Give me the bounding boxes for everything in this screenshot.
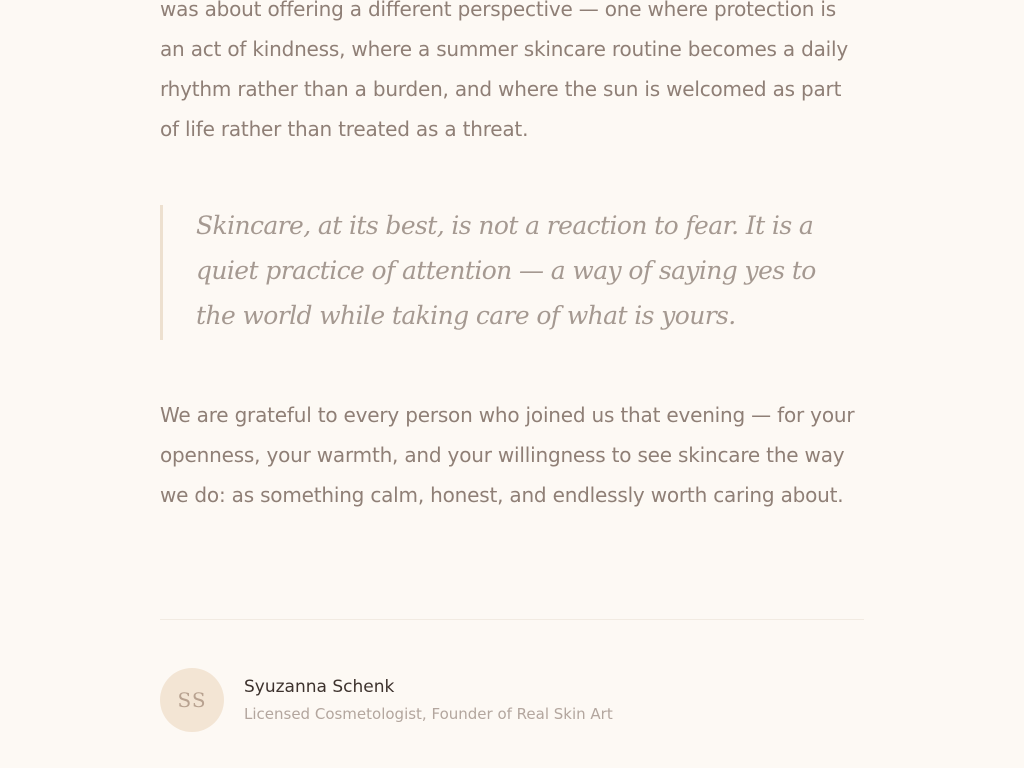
author-byline — [160, 668, 760, 732]
divider — [160, 619, 864, 620]
avatar: SS — [160, 668, 224, 732]
pull-quote — [160, 205, 820, 340]
pull-quote-text: Skincare, at its best, is not a reaction to fear. It is a quiet practice of attention — a way of saying yes to the world while taking care of what is yours. — [196, 211, 816, 330]
article-paragraph: We are grateful to every person who joined us that evening — for your openness, your warmth, and your willingness to see skincare the way we do: as something calm, honest, and endlessly worth caring about. — [160, 403, 855, 507]
author-name: Syuzanna Schenk — [244, 677, 395, 697]
author-title: Licensed Cosmetologist, Founder of Real Skin Art — [244, 705, 613, 723]
article-paragraph: was about offering a different perspective — one where protection is an act of kindness, where a summer skincare routine becomes a daily rhythm rather than a burden, and where the sun is welcomed as part of life rather than treated as a threat. — [160, 0, 849, 141]
